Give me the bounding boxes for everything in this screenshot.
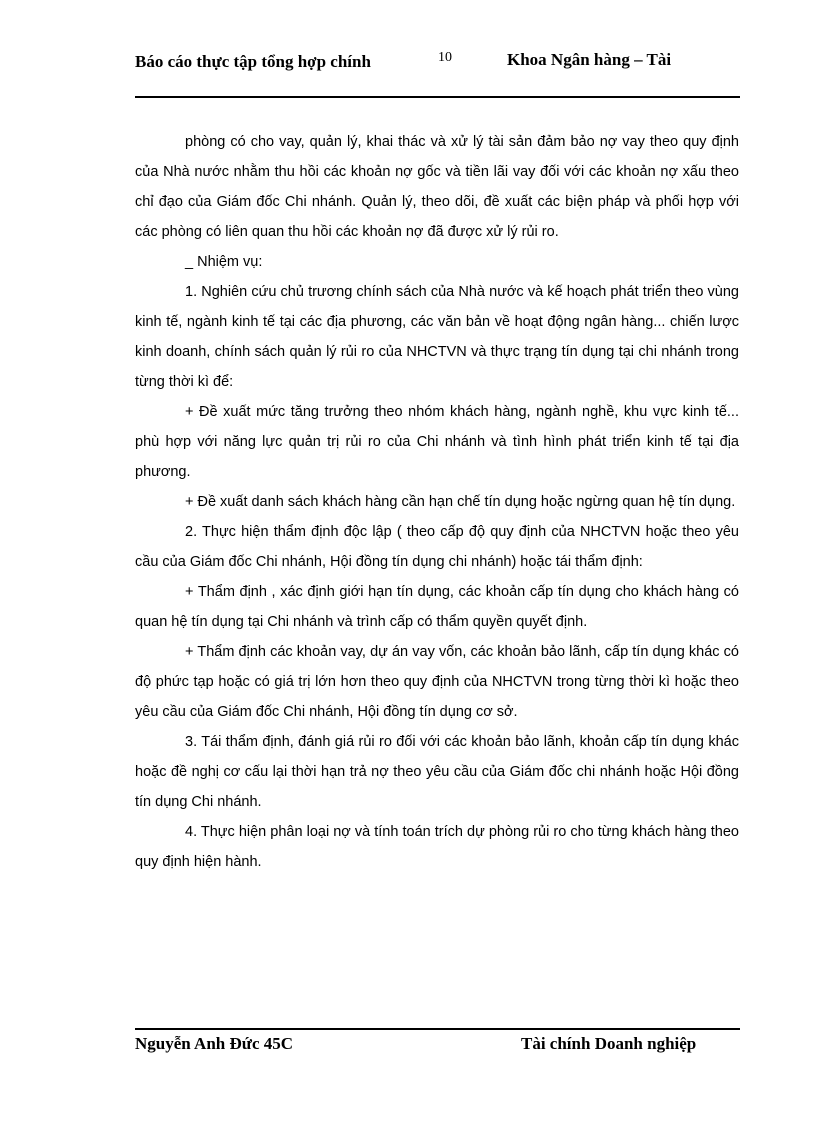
paragraph-duty-2-item-1: + Thẩm định , xác định giới hạn tín dụng, các khoản cấp tín dụng cho khách hàng có quan hệ tín dụng tại Chi nhánh và trình cấp có thẩm quyền quyết định.: [135, 584, 739, 630]
page-number: 10: [438, 50, 452, 65]
paragraph-duty-3: 3. Tái thẩm định, đánh giá rủi ro đối với các khoản bảo lãnh, khoản cấp tín dụng khác hoặc đề nghị cơ cấu lại thời hạn trả nợ theo yêu cầu của Giám đốc chi nhánh hoặc Hội đồng tín dụng Chi nhánh.: [135, 734, 739, 810]
footer-rule: [135, 1028, 740, 1030]
page-footer: [135, 1032, 740, 1082]
header-rule: [135, 96, 740, 98]
paragraph-duties-heading: _ Nhiệm vụ:: [185, 254, 263, 270]
paragraph-duty-1: 1. Nghiên cứu chủ trương chính sách của Nhà nước và kế hoạch phát triển theo vùng kinh tế, ngành kinh tế tại các địa phương, các văn bản về hoạt động ngân hàng... chiến lược kinh doanh, chính sách quản lý rủi ro của NHCTVN và thực trạng tín dụng tại chi nhánh trong từng thời kì để:: [135, 284, 739, 390]
paragraph-continuation: phòng có cho vay, quản lý, khai thác và xử lý tài sản đảm bảo nợ vay theo quy định của Nhà nước nhằm thu hồi các khoản nợ gốc và tiền lãi vay đối với các khoản nợ xấu theo chỉ đạo của Giám đốc Chi nhánh. Quản lý, theo dõi, đề xuất các biện pháp và phối hợp với các phòng có liên quan thu hồi các khoản nợ đã được xử lý rủi ro.: [135, 134, 739, 240]
document-body: [135, 127, 739, 877]
paragraph-duty-2: 2. Thực hiện thẩm định độc lập ( theo cấp độ quy định của NHCTVN hoặc theo yêu cầu của Giám đốc Chi nhánh, Hội đồng tín dụng chi nhánh) hoặc tái thẩm định:: [135, 524, 739, 570]
footer-author-text: Nguyễn Anh Đức 45C: [135, 1034, 294, 1053]
header-faculty: Khoa Ngân hàng – Tài: [507, 50, 672, 69]
header-report-title: Báo cáo thực tập tổng hợp chính: [135, 52, 371, 71]
page-header: [135, 48, 740, 98]
paragraph-duty-1-item-1: + Đề xuất mức tăng trưởng theo nhóm khách hàng, ngành nghề, khu vực kinh tế... phù hợp với năng lực quản trị rủi ro của Chi nhánh và tình hình phát triển kinh tế tại địa phương.: [135, 404, 739, 480]
footer-author: [135, 1032, 293, 1055]
paragraph-duty-1-item-2: + Đề xuất danh sách khách hàng cần hạn chế tín dụng hoặc ngừng quan hệ tín dụng.: [185, 494, 736, 510]
paragraph-duty-2-item-2: + Thẩm định các khoản vay, dự án vay vốn, các khoản bảo lãnh, cấp tín dụng khác có độ phức tạp hoặc có giá trị lớn hơn theo quy định của NHCTVN trong từng thời kì hoặc theo yêu cầu của Giám đốc Chi nhánh, Hội đồng tín dụng cơ sở.: [135, 644, 739, 720]
footer-department: Tài chính Doanh nghiệp: [521, 1034, 697, 1053]
paragraph-duty-4: 4. Thực hiện phân loại nợ và tính toán trích dự phòng rủi ro cho từng khách hàng theo quy định hiện hành.: [135, 824, 739, 870]
